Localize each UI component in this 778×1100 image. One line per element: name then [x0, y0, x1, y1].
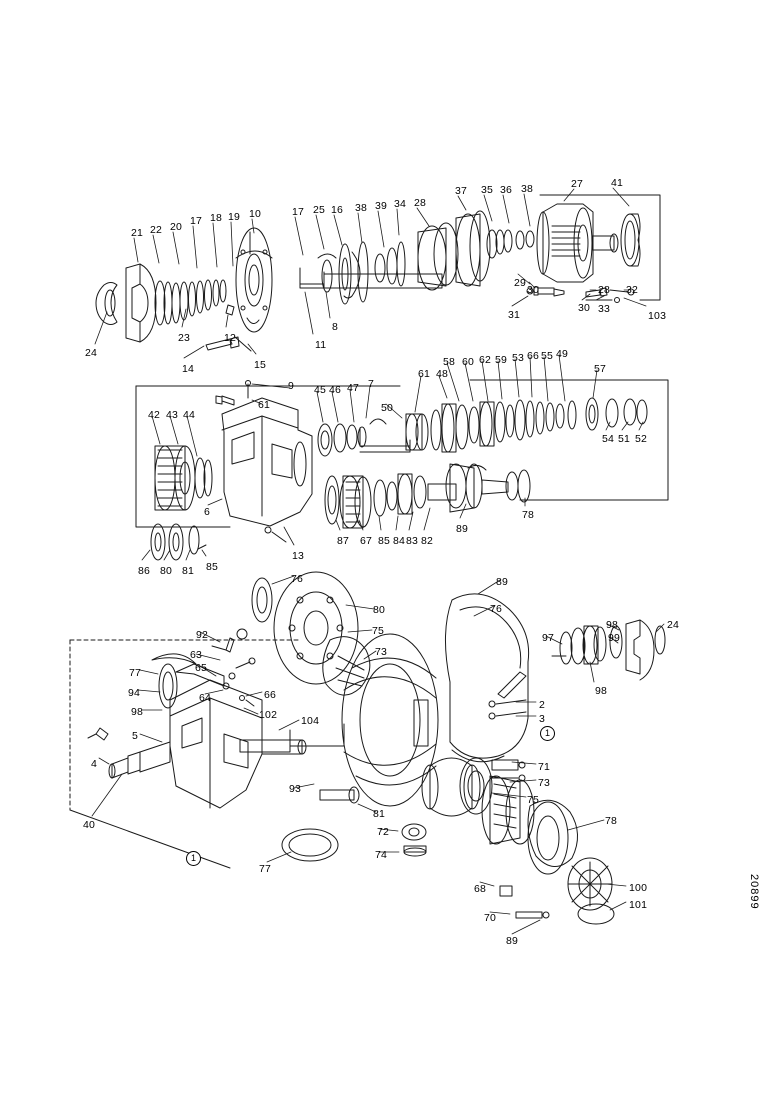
circled-callout-1: 1 — [540, 726, 555, 741]
callout-44: 44 — [183, 409, 196, 421]
callout-17: 17 — [190, 215, 203, 227]
callout-37: 37 — [455, 185, 468, 197]
callout-67: 67 — [360, 535, 373, 547]
callout-2: 2 — [539, 699, 546, 711]
callout-6: 6 — [204, 506, 211, 518]
callout-46: 46 — [329, 384, 342, 396]
callout-28: 28 — [414, 197, 427, 209]
callout-70: 70 — [484, 912, 497, 924]
callout-83: 83 — [406, 535, 419, 547]
callout-75: 75 — [527, 794, 540, 806]
callout-19: 19 — [228, 211, 241, 223]
callout-30: 30 — [578, 302, 591, 314]
callout-23: 23 — [178, 332, 191, 344]
callout-45: 45 — [314, 384, 327, 396]
callout-7: 7 — [368, 378, 375, 390]
callout-73: 73 — [538, 777, 551, 789]
callout-71: 71 — [538, 761, 551, 773]
callout-84: 84 — [393, 535, 406, 547]
callout-68: 68 — [474, 883, 487, 895]
callout-25: 25 — [313, 204, 326, 216]
callout-41: 41 — [611, 177, 624, 189]
callout-22: 22 — [150, 224, 163, 236]
callout-77: 77 — [129, 667, 142, 679]
callout-101: 101 — [629, 899, 648, 911]
callout-9: 9 — [288, 380, 295, 392]
callout-16: 16 — [331, 204, 344, 216]
callout-14: 14 — [182, 363, 195, 375]
callout-89: 89 — [496, 576, 509, 588]
callout-35: 35 — [481, 184, 494, 196]
callout-66: 66 — [527, 350, 540, 362]
callout-76: 76 — [291, 573, 304, 585]
callout-50: 50 — [381, 402, 394, 414]
bolts-small — [206, 305, 251, 351]
callout-48: 48 — [436, 368, 449, 380]
callout-87: 87 — [337, 535, 350, 547]
callout-78: 78 — [605, 815, 618, 827]
callout-36: 36 — [500, 184, 513, 196]
callout-99: 99 — [608, 632, 621, 644]
callout-94: 94 — [128, 687, 141, 699]
callout-17: 17 — [292, 206, 305, 218]
callout-89: 89 — [456, 523, 469, 535]
callout-3: 3 — [539, 713, 546, 725]
callout-81: 81 — [182, 565, 195, 577]
callout-39: 39 — [375, 200, 388, 212]
thrust-washers-middle — [151, 524, 206, 560]
callout-33: 33 — [598, 303, 611, 315]
callout-103: 103 — [648, 310, 667, 322]
callout-61: 61 — [258, 399, 271, 411]
callout-86: 86 — [138, 565, 151, 577]
callout-78: 78 — [522, 509, 535, 521]
callout-92: 92 — [196, 629, 209, 641]
drawing-number: 20899 — [748, 874, 760, 910]
callout-64: 64 — [199, 692, 212, 704]
callout-20: 20 — [170, 221, 183, 233]
callout-97: 97 — [542, 632, 555, 644]
callout-80: 80 — [373, 604, 386, 616]
callout-98: 98 — [606, 619, 619, 631]
yoke-assembly — [96, 264, 226, 342]
gear-cluster-left — [155, 446, 212, 510]
callout-40: 40 — [83, 819, 96, 831]
callout-76: 76 — [490, 603, 503, 615]
callout-11: 11 — [315, 339, 327, 351]
callout-13: 13 — [292, 550, 305, 562]
carrier-housing-top — [537, 204, 618, 282]
callout-60: 60 — [462, 356, 475, 368]
callout-47: 47 — [347, 382, 360, 394]
callout-66: 66 — [264, 689, 277, 701]
callout-28: 28 — [598, 284, 611, 296]
callout-82: 82 — [421, 535, 434, 547]
callout-38: 38 — [521, 183, 534, 195]
callout-31: 31 — [508, 309, 521, 321]
callout-24: 24 — [85, 347, 98, 359]
callout-12: 12 — [224, 332, 237, 344]
callout-55: 55 — [541, 350, 554, 362]
callout-57: 57 — [594, 363, 607, 375]
callout-85: 85 — [206, 561, 219, 573]
oil-seal-top — [621, 214, 640, 266]
callout-80: 80 — [160, 565, 173, 577]
callout-53: 53 — [512, 352, 525, 364]
callout-29: 29 — [514, 277, 527, 289]
callout-49: 49 — [556, 348, 569, 360]
callout-77: 77 — [259, 863, 272, 875]
callout-65: 65 — [195, 662, 208, 674]
callout-15: 15 — [254, 359, 267, 371]
callout-59: 59 — [495, 354, 508, 366]
callout-54: 54 — [602, 433, 615, 445]
callout-93: 93 — [289, 783, 302, 795]
callout-38: 38 — [355, 202, 368, 214]
callout-24: 24 — [667, 619, 680, 631]
callout-51: 51 — [618, 433, 631, 445]
callout-18: 18 — [210, 212, 223, 224]
callout-85: 85 — [378, 535, 391, 547]
side-gear-assembly — [282, 758, 614, 924]
callout-30: 30 — [527, 284, 540, 296]
callout-75: 75 — [372, 625, 385, 637]
callout-104: 104 — [301, 715, 320, 727]
bearing-cover — [236, 228, 272, 332]
callout-5: 5 — [132, 730, 139, 742]
input-shaft-assembly — [300, 242, 442, 304]
callout-72: 72 — [377, 826, 390, 838]
callout-34: 34 — [394, 198, 407, 210]
circled-callout-1: 1 — [186, 851, 201, 866]
callout-74: 74 — [375, 849, 388, 861]
callout-61: 61 — [418, 368, 431, 380]
callout-32: 32 — [626, 284, 639, 296]
callout-43: 43 — [166, 409, 179, 421]
callout-10: 10 — [249, 208, 262, 220]
callout-8: 8 — [332, 321, 339, 333]
callout-42: 42 — [148, 409, 161, 421]
callout-21: 21 — [131, 227, 144, 239]
callout-98: 98 — [595, 685, 608, 697]
callout-58: 58 — [443, 356, 456, 368]
callout-62: 62 — [479, 354, 492, 366]
callout-81: 81 — [373, 808, 386, 820]
callout-52: 52 — [635, 433, 648, 445]
callout-102: 102 — [259, 709, 278, 721]
callout-73: 73 — [375, 646, 388, 658]
callout-98: 98 — [131, 706, 144, 718]
callout-63: 63 — [190, 649, 203, 661]
callout-27: 27 — [571, 178, 584, 190]
callout-89: 89 — [506, 935, 519, 947]
axle-housing — [414, 594, 529, 814]
callout-4: 4 — [91, 758, 98, 770]
callout-100: 100 — [629, 882, 648, 894]
